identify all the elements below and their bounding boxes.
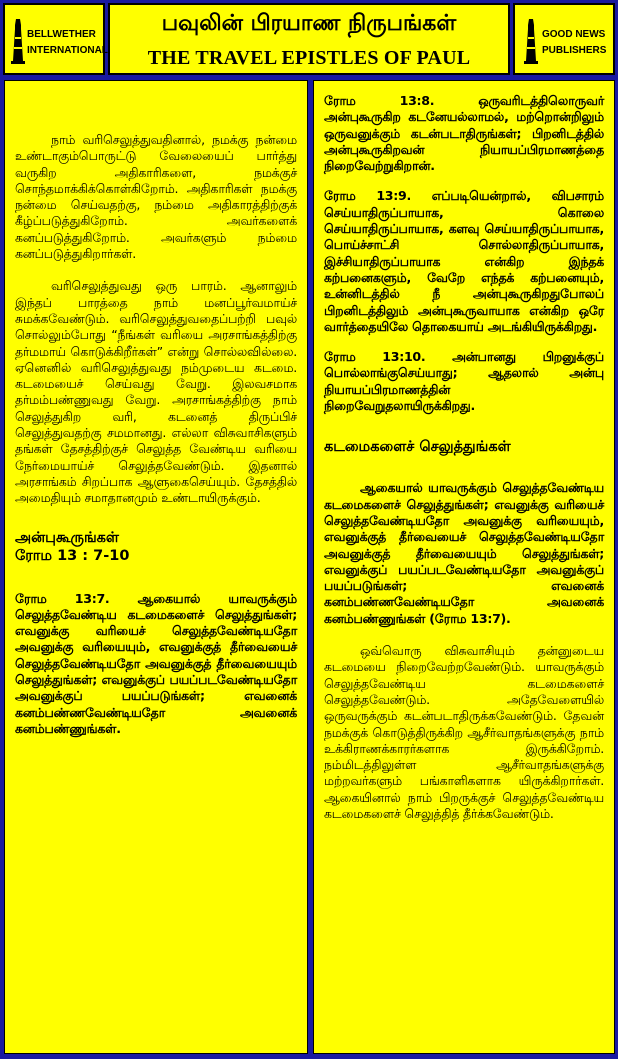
section-reference: ரோம 13 : 7-10 (15, 547, 130, 564)
header (0, 0, 618, 78)
bellwether-logo (3, 3, 108, 75)
right-logo-line2: PUBLISHERS (542, 45, 607, 56)
verse-romans-13-7-quote: ஆகையால் யாவருக்கும் செலுத்தவேண்டிய கடமைகளைச் செலுத்துங்கள்; எவனுக்கு வரியைச் செலுத்தவேண்டியதோ அவனுக்கு வரியையும், எவனுக்குத் தீர்வையைச் செலுத்தவேண்டியதோ அவனுக்குத் தீர்வையையும் செலுத்துங்கள்; எவனுக்குப் பயப்படவேண்டியதோ அவனுக்குப் பயப்படுங்கள்; எவனைக் கனம்பண்ணவேண்டியதோ அவனைக் கனம்பண்ணுங்கள் (ரோம 13:7). (324, 480, 604, 626)
title-tamil: பவுலின் பிரயாண நிருபங்கள் (161, 11, 457, 36)
paragraph-taxes-benefit: நாம் வரிசெலுத்துவதினால், நமக்கு நன்மை உண்டாகும்பொருட்டு வேலையைப் பார்த்து வருகிற அதிகாரிகளை, நமக்குச் சொந்தமாக்கிக்கொள்கிறோம். அதிகாரிகள் நமக்கு நன்மை செய்வதற்கு, நம்மை அதிகாரத்திற்குக் கீழ்ப்படுத்துகிறோம். அவர்களைக் கனப்படுத்துகிறோம். அவர்களும் நம்மை கனப்படுத்துகிறார்கள். (15, 132, 297, 262)
right-logo-line1: GOOD NEWS (542, 29, 606, 40)
left-logo-line1: BELLWETHER (27, 29, 96, 40)
section-heading-love: அன்புகூருங்கள் (15, 529, 120, 546)
verse-romans-13-10: ரோம 13:10. அன்பானது பிறனுக்குப் பொல்லாங்குசெய்யாது; ஆதலால் அன்பு நியாயப்பிரமாணத்தின் நிறைவேறுதலாயிருக்கிறது. (324, 349, 604, 414)
lighthouse-icon (10, 17, 26, 65)
title-box (108, 3, 510, 75)
verse-romans-13-7: ரோம 13:7. ஆகையால் யாவருக்கும் செலுத்தவேண்டிய கடமைகளைச் செலுத்துங்கள்; எவனுக்கு வரியைச் செலுத்தவேண்டியதோ அவனுக்கு வரியையும், எவனுக்குத் தீர்வையைச் செலுத்தவேண்டியதோ அவனுக்குத் தீர்வையையும் செலுத்துங்கள்; எவனுக்குப் பயப்படவேண்டியதோ அவனுக்குப் பயப்படுங்கள்; எவனைக் கனம்பண்ணவேண்டியதோ அவனைக் கனம்பண்ணுங்கள். (15, 590, 297, 736)
paragraph-believer-duty: ஒவ்வொரு விசுவாசியும் தன்னுடைய கடமையை நிறைவேற்றவேண்டும். யாவருக்கும் செலுத்தவேண்டிய கடமைகளைச் செலுத்தவேண்டும். அதேவேளையில் ஒருவருக்கும் கடன்படாதிருக்கவேண்டும். தேவன் நமக்குக் கொடுத்திருக்கிற ஆசீர்வாதங்களுக்கு நாம் உக்கிராணக்காரர்களாக இருக்கிறோம். நம்மிடத்திலுள்ள ஆசீர்வாதங்களுக்கு மற்றவர்களும் பங்காளிகளாக யிருக்கிறார்கள். ஆகையினால் நாம் பிறருக்குச் செலுத்தவேண்டிய கடமைகளைச் செலுத்தித் தீர்க்கவேண்டும். (324, 643, 604, 821)
left-logo-line2: INTERNATIONAL (27, 45, 108, 56)
good-news-logo (513, 3, 615, 75)
left-column (4, 80, 308, 1054)
verse-romans-13-8: ரோம 13:8. ஒருவரிடத்திலொருவர் அன்புகூருகிற கடனேயல்லாமல், மற்றொன்றிலும் ஒருவனுக்கும் கடன்படாதிருங்கள்; பிறனிடத்தில் அன்புகூருகிறவன் நியாயப்பிரமாணத்தை நிறைவேற்றுகிறான். (324, 93, 604, 174)
section-heading-duties: கடமைகளைச் செலுத்துங்கள் (324, 439, 511, 456)
verse-romans-13-9: ரோம 13:9. எப்படியென்றால், விபசாரம் செய்யாதிருப்பாயாக, கொலை செய்யாதிருப்பாயாக, களவு செய்யாதிருப்பாயாக, பொய்ச்சாட்சி சொல்லாதிருப்பாயாக, இச்சியாதிருப்பாயாக என்கிற இந்தக் கற்பனைகளும், வேறே எந்தக் கற்பனையும், உன்னிடத்தில் நீ அன்புகூருகிறதுபோலப் பிறனிடத்திலும் அன்புகூருவாயாக என்கிற ஒரே வார்த்தையிலே தொகையாய் அடங்கியிருக்கிறது. (324, 188, 604, 334)
right-column (313, 80, 615, 1054)
title-english: THE TRAVEL EPISTLES OF PAUL (147, 47, 471, 69)
lighthouse-icon (523, 17, 539, 65)
paragraph-tax-burden: வரிசெலுத்துவது ஒரு பாரம். ஆனாலும் இந்தப் பாரத்தை நாம் மனப்பூர்வமாய்ச் சுமக்கவேண்டும். வரிசெலுத்துவதைப்பற்றி பவுல் சொல்லும்போது “நீங்கள் வரியை அரசாங்கத்திற்கு தர்மமாய் கொடுக்கிறீர்கள்” என்று சொல்லவில்லை. ஏனெனில் வரிசெலுத்துவது நம்முடைய கடமை. கடமையைச் செய்வது வேறு. இலவசமாக தர்மம்பண்ணுவது வேறு. அரசாங்கத்திற்கு நாம் செலுத்துகிற வரி, கடனைத் திருப்பிச் செலுத்துவதற்கு சமமானது. எல்லா விசுவாசிகளும் தங்கள் தேசத்திற்குச் செலுத்த வேண்டிய வரியை நேர்மையாய்ச் செலுத்தவேண்டும். இதனால் அரசாங்கம் சிறப்பாக ஆளுகைசெய்யும். தேசத்தில் அமைதியும் சமாதானமும் உண்டாயிருக்கும். (15, 278, 297, 506)
